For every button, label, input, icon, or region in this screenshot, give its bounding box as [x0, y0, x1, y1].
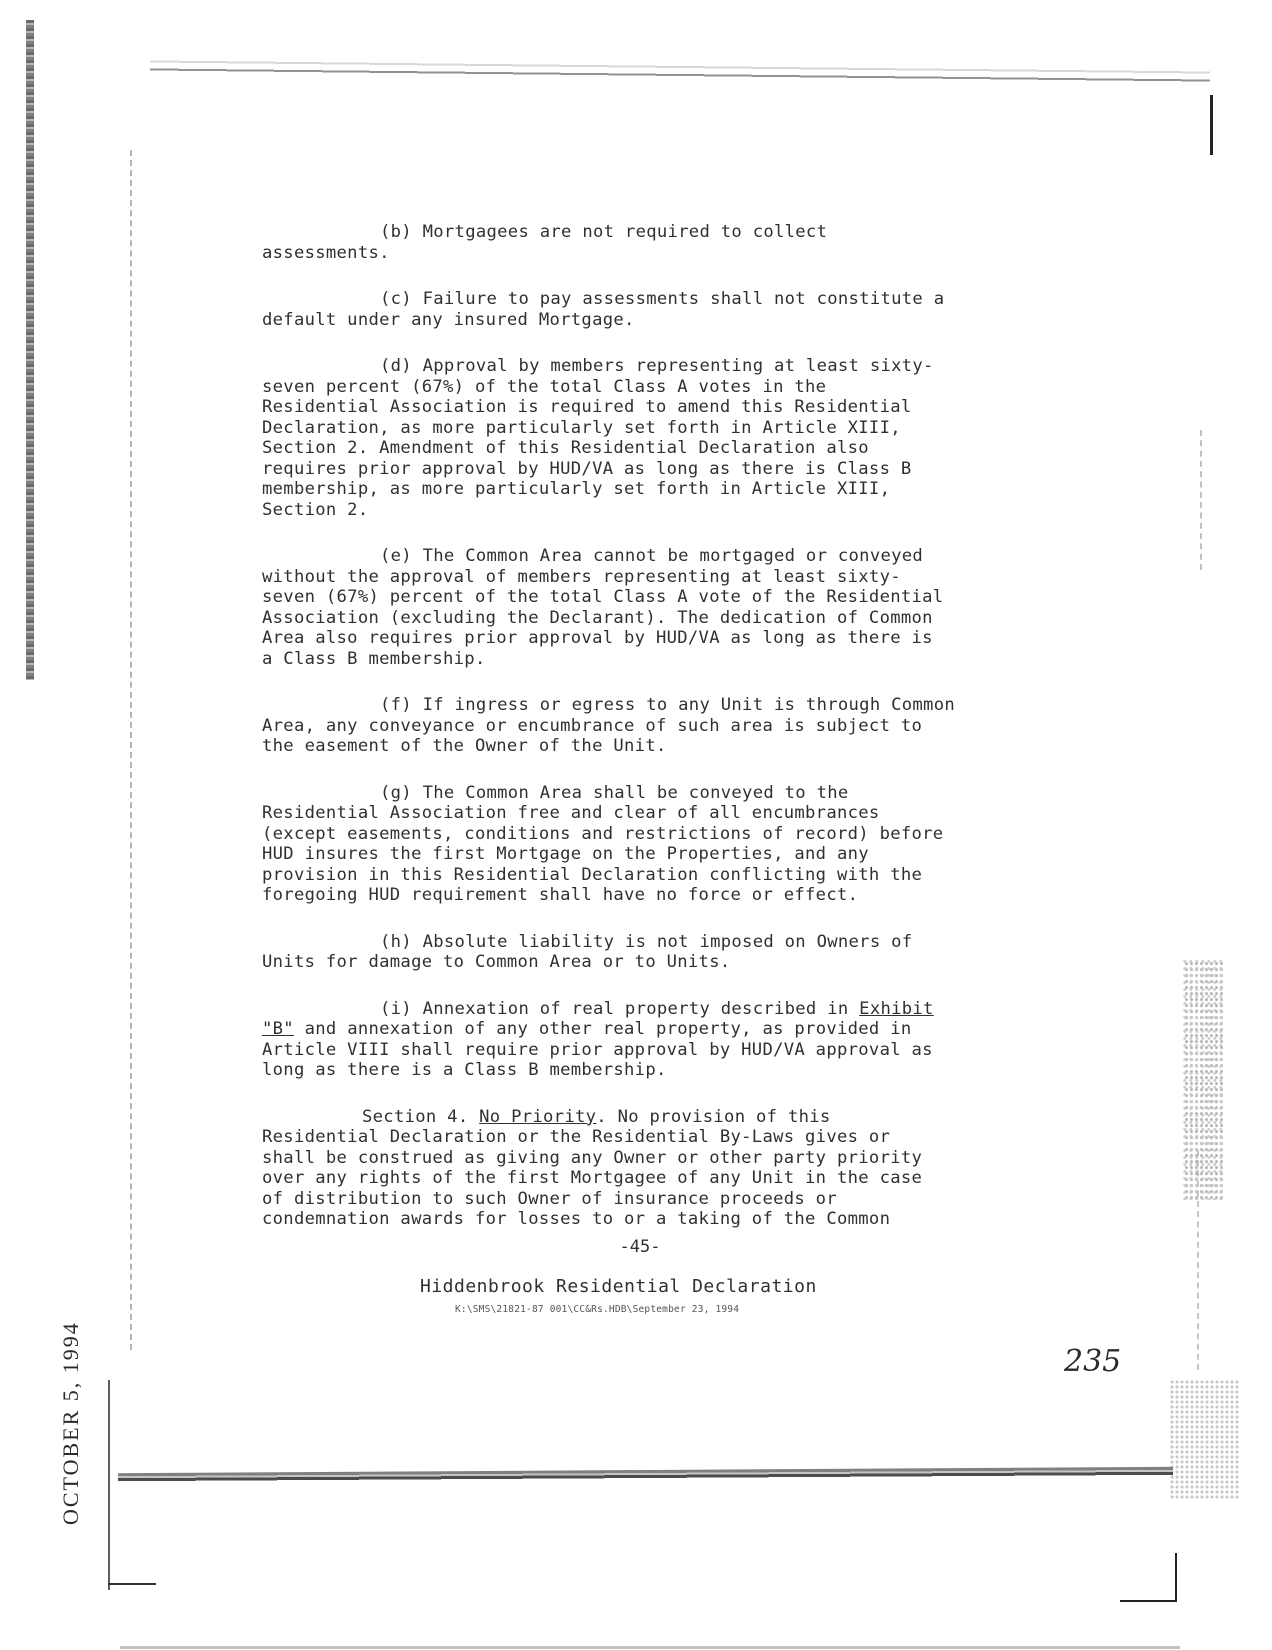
- section-rest: Residential Declaration or the Residential By-Laws gives or shall be construed as giving any Owner or other party priority over any rights of the first Mortgagee of any Unit in the case of distribution to such Owner of insurance proceeds or condemnation awards for losses to or a taking of the Common: [262, 1127, 923, 1229]
- paragraph-g: [262, 783, 1062, 906]
- section-4: [262, 1107, 1062, 1230]
- left-margin-line-lower: [108, 1380, 110, 1590]
- paragraph-rest: Units for damage to Common Area or to Units.: [262, 952, 731, 972]
- paragraph-label: (h): [380, 931, 412, 952]
- left-margin-line: [130, 150, 132, 1350]
- paragraph-first-line: Failure to pay assessments shall not constitute a: [422, 289, 945, 309]
- page-number: -45-: [619, 1237, 661, 1257]
- paragraph-first-line: If ingress or egress to any Unit is through Common: [422, 695, 955, 715]
- section-first-line: . No provision of this: [596, 1106, 831, 1127]
- top-right-corner-mark: [1210, 95, 1213, 155]
- recorder-page-number: 235: [1064, 1344, 1122, 1379]
- paragraph-label: (d): [380, 356, 412, 376]
- paragraph-first-line: Absolute liability is not imposed on Owners of: [422, 931, 913, 952]
- paragraph-label: (i): [380, 998, 412, 1019]
- paragraph-rest: seven percent (67%) of the total Class A votes in the Residential Association is required to amend this Residential Declaration, as more particularly set forth in Article XIII, Section 2. Amendment of this Residential Declaration also requires prior approval by HUD/VA as long as there is Class B membership, as more particularly set forth in Article XIII, Section 2.: [262, 376, 912, 520]
- right-margin-line: [1200, 430, 1202, 570]
- paragraph-d: [262, 356, 1062, 520]
- declaration-body: [262, 222, 1062, 1256]
- paragraph-rest: Area, any conveyance or encumbrance of such area is subject to the easement of the Owner of the Unit.: [262, 715, 923, 756]
- exhibit-reference: Exhibit: [859, 998, 934, 1019]
- paragraph-first-line: The Common Area shall be conveyed to the: [422, 782, 849, 803]
- paragraph-rest: Residential Association free and clear of all encumbrances (except easements, conditions and restrictions of record) before HUD insures the first Mortgage on the Properties, and any provision in this Residential Declaration conflicting with the foregoing HUD requirement shall have no force or effect.: [262, 803, 944, 905]
- bottom-left-corner-mark: [108, 1583, 156, 1585]
- document-title: Hiddenbrook Residential Declaration: [420, 1276, 817, 1297]
- scan-edge-artifact: [26, 20, 34, 680]
- paragraph-label: (c): [380, 289, 412, 309]
- paragraph-first-line: Approval by members representing at least sixty-: [422, 356, 934, 376]
- paragraph-label: (b): [380, 222, 412, 242]
- paragraph-label: (g): [380, 782, 412, 803]
- section-number: Section 4.: [362, 1106, 469, 1127]
- scan-noise: [1183, 960, 1225, 1200]
- paragraph-h: [262, 932, 1062, 973]
- paragraph-rest: assessments.: [262, 242, 390, 263]
- bottom-right-corner-mark-vertical: [1175, 1553, 1177, 1602]
- paragraph-rest: Article VIII shall require prior approval by HUD/VA approval as long as there is a Class B membership.: [262, 1039, 933, 1080]
- recording-date-stamp: OCTOBER 5, 1994: [58, 1321, 83, 1525]
- scan-noise-lower: [1170, 1380, 1240, 1500]
- paragraph-e: [262, 546, 1062, 669]
- paragraph-b: [262, 222, 1062, 263]
- paragraph-first-line: Annexation of real property described in: [422, 998, 860, 1019]
- paragraph-c: [262, 289, 1062, 330]
- page-bottom-edge: [120, 1646, 1180, 1649]
- top-border-rule: [150, 52, 1210, 89]
- paragraph-rest: default under any insured Mortgage.: [262, 309, 635, 330]
- paragraph-first-line: Mortgagees are not required to collect: [422, 222, 828, 242]
- paragraph-f: [262, 695, 1062, 757]
- paragraph-label: (f): [380, 695, 412, 715]
- bottom-border-rule: [118, 1467, 1173, 1485]
- file-path: K:\SMS\21821-87 001\CC&Rs.HDB\September 23, 1994: [455, 1304, 740, 1315]
- paragraph-label: (e): [380, 546, 412, 566]
- section-heading: No Priority: [479, 1106, 597, 1127]
- paragraph-second-line: and annexation of any other real property, as provided in: [293, 1019, 912, 1039]
- exhibit-letter: "B": [262, 1019, 294, 1039]
- bottom-right-corner-mark: [1120, 1600, 1175, 1602]
- paragraph-first-line: The Common Area cannot be mortgaged or conveyed: [422, 546, 924, 566]
- paragraph-i: [262, 999, 1062, 1081]
- paragraph-rest: without the approval of members representing at least sixty- seven (67%) percent of the total Class A vote of the Residential Association (excluding the Declarant). The dedication of Common Area also requires prior approval by HUD/VA as long as there is a Class B membership.: [262, 566, 944, 669]
